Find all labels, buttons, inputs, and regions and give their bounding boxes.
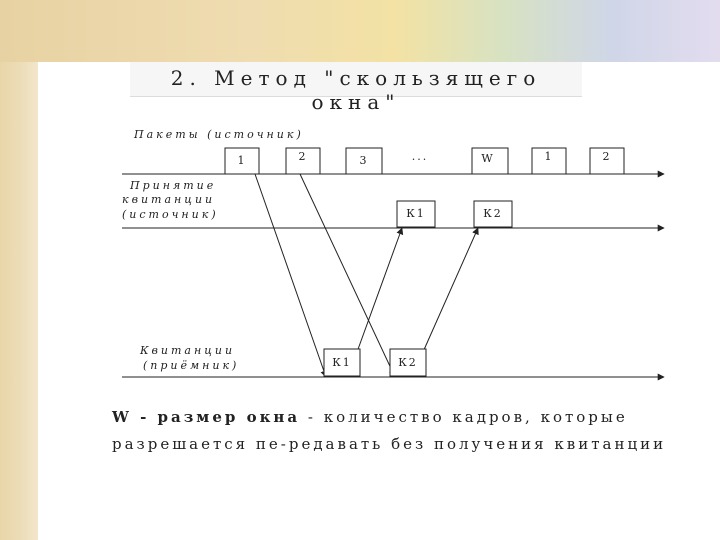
packet-label: 2 <box>602 150 612 163</box>
ack-label: К2 <box>398 356 418 369</box>
ack-label: К2 <box>483 207 503 220</box>
lane-label-acks-source-line3: (источник) <box>122 208 219 221</box>
packet-label: 3 <box>359 154 369 167</box>
packet-box-3 <box>346 148 382 174</box>
slide-title: 2. Метод "скользящего окна" <box>170 66 542 114</box>
lane-label-packets-source: Пакеты (источник) <box>134 128 304 141</box>
ack-box-source-k2 <box>474 201 512 227</box>
lane-label-acks-receiver-line2: (приёмник) <box>143 359 240 372</box>
arrow-ack-1-to-source <box>357 228 402 352</box>
lane-label-acks-source-line2: квитанции <box>122 193 216 206</box>
ack-label: К1 <box>406 207 426 220</box>
ack-box-receiver-k2 <box>390 349 426 376</box>
arrow-ack-2-to-source <box>423 228 478 352</box>
packet-box-1 <box>225 148 259 174</box>
definition-body: - количество кадров, которые разрешается пе-редавать без получения квитанции <box>112 408 667 453</box>
lane-label-acks-source-line1: Принятие <box>130 179 217 192</box>
packet-box-w <box>472 148 508 174</box>
arrow-packet-1-to-receiver <box>255 174 326 377</box>
ack-box-receiver-k1 <box>324 349 360 376</box>
definition-term: W - размер окна <box>112 408 301 426</box>
packet-box-next-1 <box>532 148 566 174</box>
packet-label: 1 <box>237 154 247 167</box>
arrow-packet-2-to-receiver <box>300 174 395 377</box>
ack-label: К1 <box>332 356 352 369</box>
definition-text <box>112 404 702 458</box>
lane-label-acks-receiver-line1: Квитанции <box>140 344 236 357</box>
packet-box-next-2 <box>590 148 624 174</box>
packet-ellipsis: ... <box>411 150 429 163</box>
packet-label: 1 <box>544 150 554 163</box>
packet-box-2 <box>286 148 320 174</box>
ack-box-source-k1 <box>397 201 435 227</box>
packet-label: W <box>481 152 495 165</box>
packet-label: 2 <box>298 150 308 163</box>
